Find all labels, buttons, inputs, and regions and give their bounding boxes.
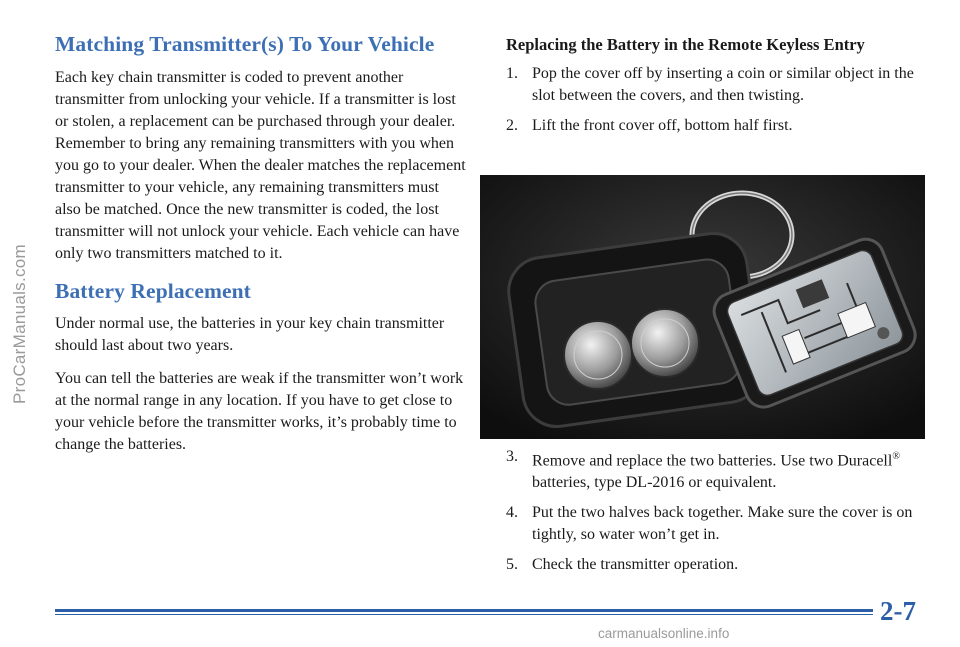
step-5: 5. Check the transmitter operation.	[506, 556, 739, 574]
side-watermark-text: ProCarManuals.com	[10, 243, 30, 404]
side-watermark	[2, 0, 38, 647]
step-4: 4. Put the two halves back together. Make sure the cover is on tightly, so water won’t get in.	[506, 504, 913, 544]
steps-list-bottom	[506, 446, 926, 576]
step-3: 3. Remove and replace the two batteries. Use two Duracell® batteries, type DL-2016 or equivalent.	[506, 448, 900, 492]
steps-list-top	[506, 63, 926, 137]
right-column-bottom	[506, 446, 926, 576]
step-2-text: Lift the front cover off, bottom half first.	[532, 117, 793, 134]
heading-battery-replacement: Battery Replacement	[55, 279, 251, 303]
bottom-watermark: carmanualsonline.info	[598, 626, 730, 641]
key-fob-battery-photo	[480, 175, 925, 439]
heading-replacing-battery: Replacing the Battery in the Remote Keyless Entry	[506, 35, 865, 54]
footer-rule	[55, 609, 873, 612]
left-column	[55, 32, 467, 456]
step-2: 2. Lift the front cover off, bottom half first.	[506, 117, 793, 134]
step-1-text: Pop the cover off by inserting a coin or similar object in the slot between the covers, and then twisting.	[532, 65, 914, 104]
heading-matching-transmitters: Matching Transmitter(s) To Your Vehicle	[55, 32, 435, 56]
footer-rule-thin	[55, 614, 873, 615]
step-4-text: Put the two halves back together. Make sure the cover is on tightly, so water won’t get in.	[532, 504, 913, 544]
step-3-text-b: batteries, type DL-2016 or equivalent.	[532, 474, 777, 492]
step-5-text: Check the transmitter operation.	[532, 556, 739, 574]
key-fob-illustration	[480, 175, 925, 439]
paragraph-normal-use: Under normal use, the batteries in your key chain transmitter should last about two years.	[55, 315, 445, 354]
step-3-text-a: Remove and replace the two batteries. Use two Duracell	[532, 452, 893, 470]
page-number: 2-7	[880, 596, 916, 626]
paragraph-weak-batteries: You can tell the batteries are weak if the transmitter won’t work at the normal range in any location. If you have to get close to your vehicle before the transmitter works, it’s probably time to change the batteries.	[55, 370, 464, 453]
paragraph-matching: Each key chain transmitter is coded to prevent another transmitter from unlocking your vehicle. If a transmitter is lost or stolen, a replacement can be purchased through your dealer. Remember to bring any remaining transmitters with you when you go to your dealer. When the dealer matches the replacement transmitter to your vehicle, any remaining transmitters must also be matched. Once the new transmitter is coded, the lost transmitter will not unlock your vehicle. Each vehicle can have only two transmitters matched to it.	[55, 69, 466, 262]
registered-mark: ®	[892, 451, 900, 462]
step-1: 1. Pop the cover off by inserting a coin or similar object in the slot between the covers, and then twisting.	[506, 65, 914, 104]
right-column	[506, 35, 926, 137]
